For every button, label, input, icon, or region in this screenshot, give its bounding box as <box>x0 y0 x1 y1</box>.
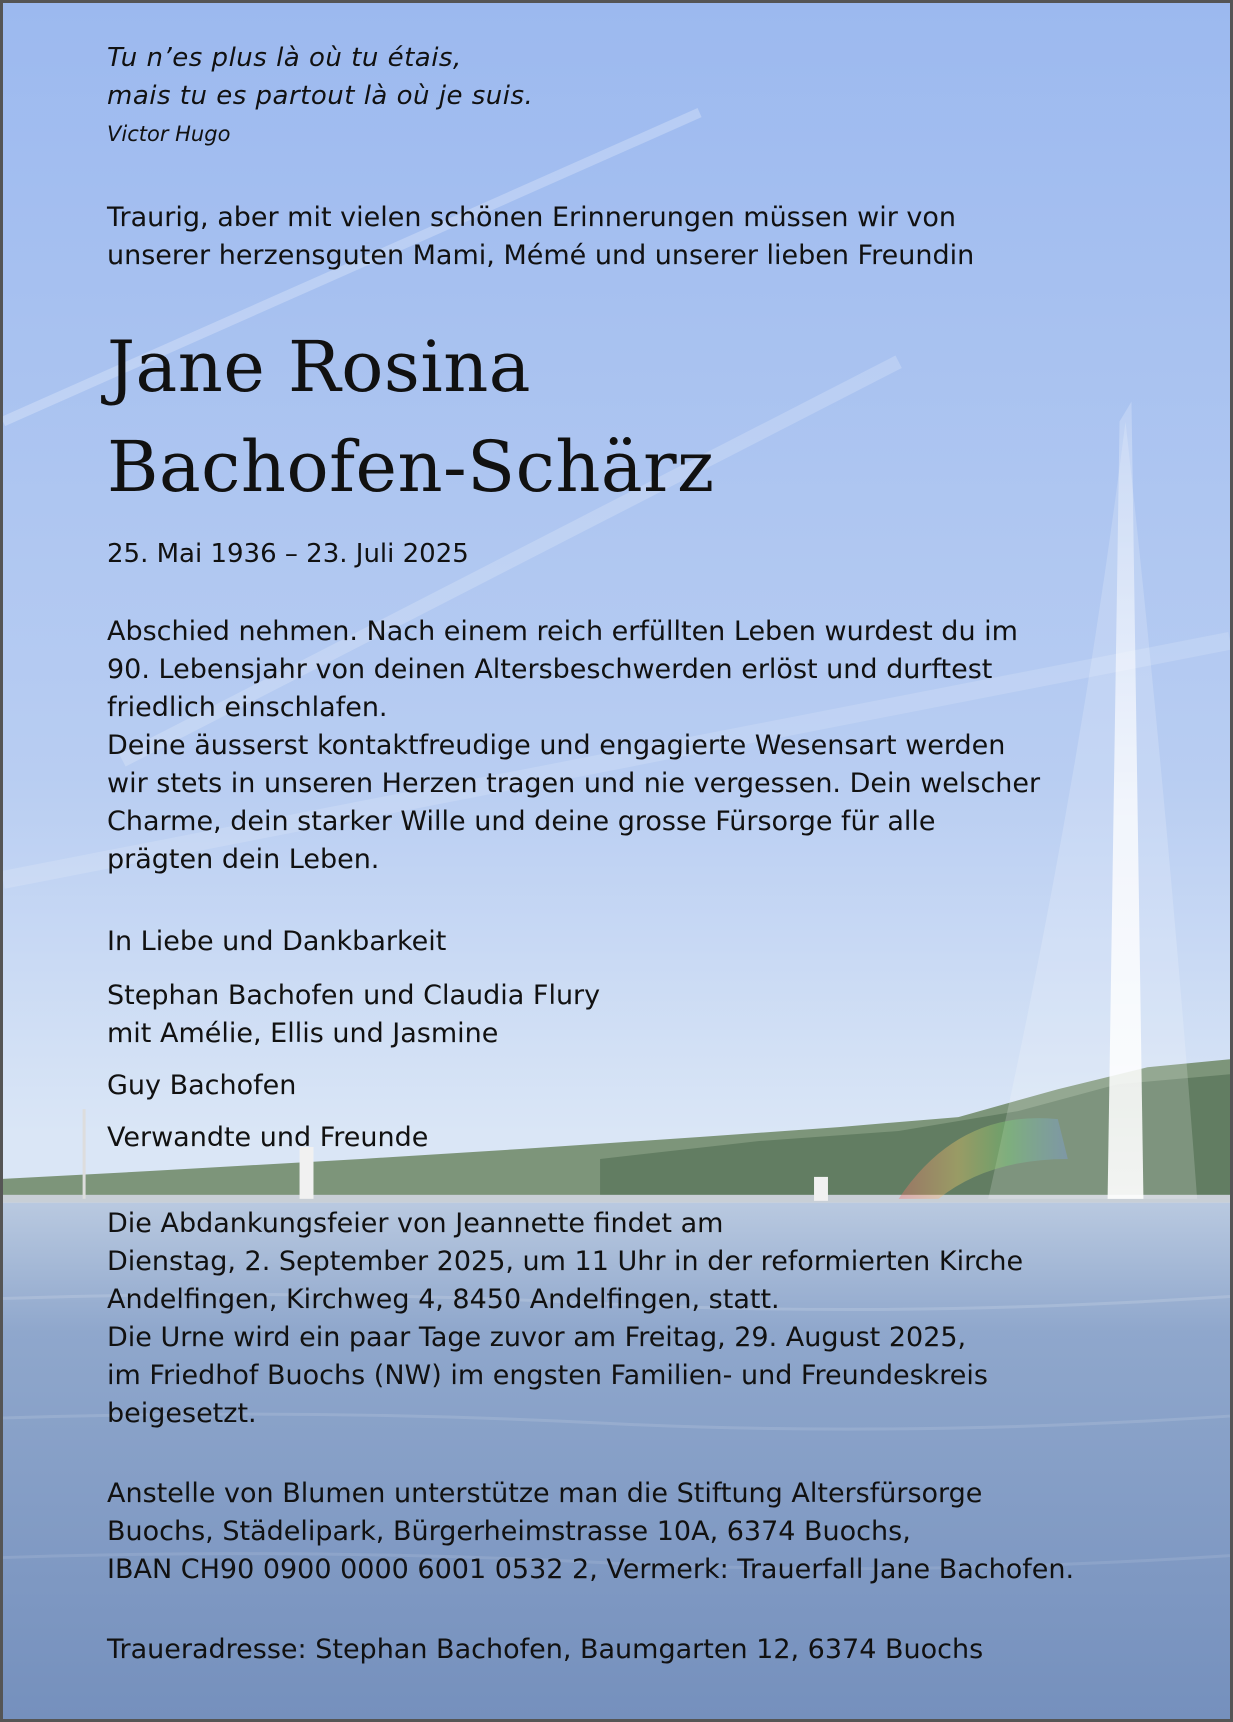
quote-line: mais tu es partout là où je suis. <box>107 81 534 111</box>
deceased-name <box>107 317 1170 517</box>
family-group-3: Verwandte und Freunde <box>107 1122 429 1153</box>
ceremony-info <box>107 1205 1170 1433</box>
tribute-line: wir stets in unseren Herzen tragen und nie vergessen. Dein welscher <box>107 768 1041 799</box>
tribute-line: Abschied nehmen. Nach einem reich erfüllten Leben wurdest du im <box>107 616 1018 647</box>
intro-line: Traurig, aber mit vielen schönen Erinnerungen müssen wir von <box>107 202 956 233</box>
quote-author: Victor Hugo <box>107 122 231 146</box>
intro-text <box>107 199 1170 275</box>
ceremony-line: Dienstag, 2. September 2025, um 11 Uhr in der reformierten Kirche <box>107 1246 1024 1277</box>
tribute-line: prägten dein Leben. <box>107 844 380 875</box>
family-group-2: Guy Bachofen <box>107 1070 297 1101</box>
family-group-1 <box>107 977 1170 1053</box>
family-line: Stephan Bachofen und Claudia Flury <box>107 980 601 1011</box>
tribute-line: 90. Lebensjahr von deinen Altersbeschwerden erlöst und durftest <box>107 654 993 685</box>
mourning-address: Traueradresse: Stephan Bachofen, Baumgarten 12, 6374 Buochs <box>107 1634 984 1665</box>
donation-line: Buochs, Städelipark, Bürgerheimstrasse 10A, 6374 Buochs, <box>107 1516 911 1547</box>
donation-line: Anstelle von Blumen unterstütze man die Stiftung Altersfürsorge <box>107 1478 983 1509</box>
intro-line: unserer herzensguten Mami, Mémé und unserer lieben Freundin <box>107 240 975 271</box>
ceremony-line: Die Urne wird ein paar Tage zuvor am Freitag, 29. August 2025, <box>107 1322 967 1353</box>
quote <box>107 39 1170 149</box>
quote-line: Tu n’es plus là où tu étais, <box>107 43 462 73</box>
donation-info <box>107 1475 1170 1589</box>
tribute-text <box>107 613 1170 879</box>
deceased-name-line1: Jane Rosina <box>107 326 532 408</box>
ceremony-line: im Friedhof Buochs (NW) im engsten Familien- und Freundeskreis <box>107 1360 988 1391</box>
tribute-line: Charme, dein starker Wille und deine grosse Fürsorge für alle <box>107 806 936 837</box>
closing-line: In Liebe und Dankbarkeit <box>107 926 447 957</box>
tribute-line: Deine äusserst kontaktfreudige und engagierte Wesensart werden <box>107 730 1006 761</box>
ceremony-line: Die Abdankungsfeier von Jeannette findet am <box>107 1208 724 1239</box>
family-line: mit Amélie, Ellis und Jasmine <box>107 1018 499 1049</box>
tribute-line: friedlich einschlafen. <box>107 692 388 723</box>
ceremony-line: beigesetzt. <box>107 1398 257 1429</box>
donation-line: IBAN CH90 0900 0000 6001 0532 2, Vermerk: Trauerfall Jane Bachofen. <box>107 1554 1075 1585</box>
ceremony-line: Andelfingen, Kirchweg 4, 8450 Andelfingen, statt. <box>107 1284 780 1315</box>
deceased-name-line2: Bachofen-Schärz <box>107 426 715 508</box>
obituary-content <box>107 39 1170 1669</box>
life-dates: 25. Mai 1936 – 23. Juli 2025 <box>107 539 469 569</box>
